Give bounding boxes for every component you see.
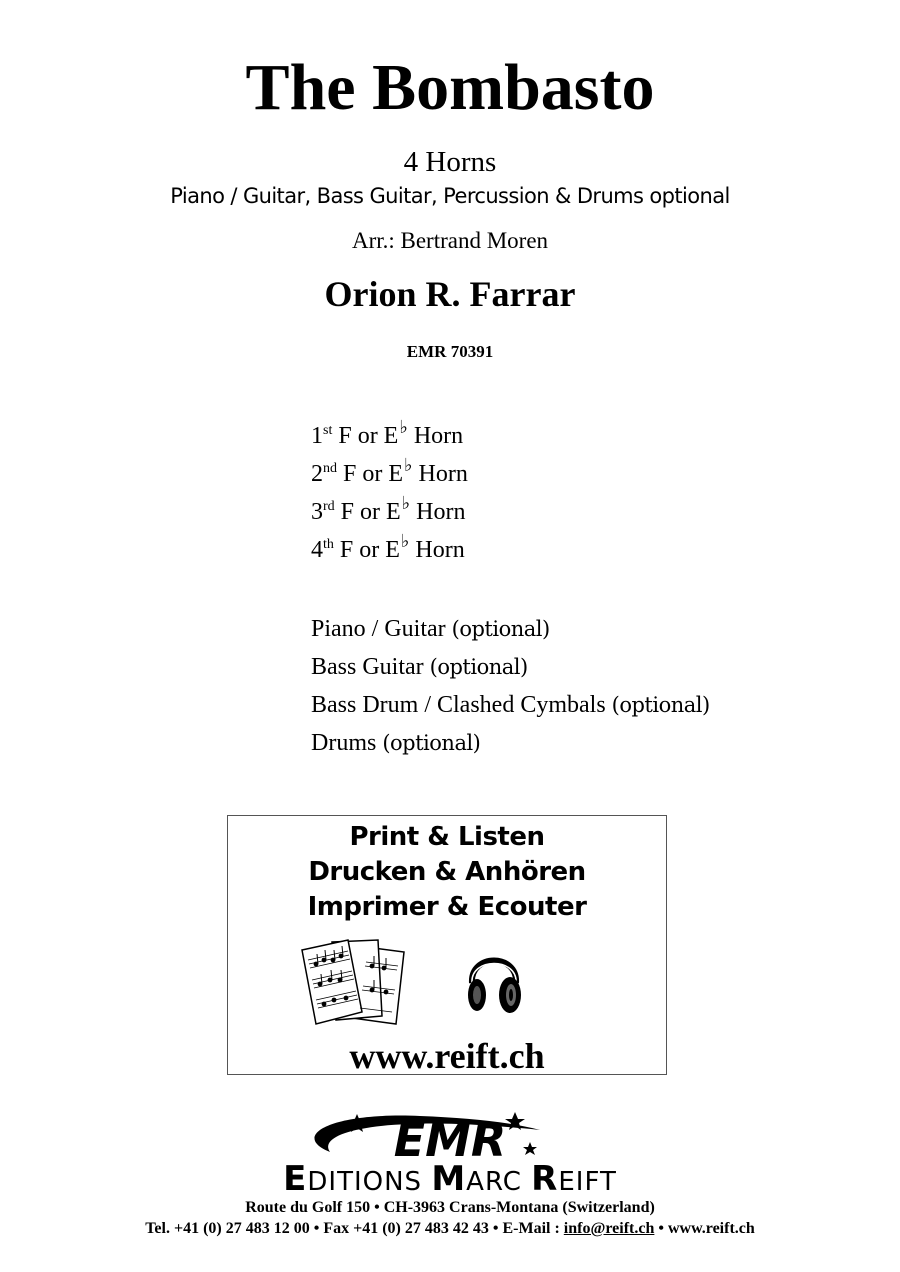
optional-part-item	[311, 650, 710, 688]
optional-part-name: Bass Guitar	[311, 654, 424, 680]
optional-part-name: Drums	[311, 730, 377, 756]
composer-name: Orion R. Farrar	[324, 274, 576, 314]
horn-parts-list	[311, 419, 468, 571]
part-number: 1	[311, 423, 323, 449]
part-number: 4	[311, 537, 323, 563]
publisher-initial: M	[431, 1159, 467, 1199]
flat-sign-icon: ♭	[404, 455, 413, 475]
headphones-icon	[464, 939, 524, 1019]
publisher-address: Route du Golf 150 • CH-3963 Crans-Montana (Switzerland)	[245, 1199, 655, 1216]
promo-line-french: Imprimer & Ecouter	[307, 892, 587, 922]
publisher-word: DITIONS	[307, 1167, 432, 1197]
publisher-word: ARC	[466, 1167, 532, 1197]
optional-parts-list	[311, 612, 710, 764]
score-subtitle: 4 Horns	[403, 146, 497, 178]
contact-phone-fax: Tel. +41 (0) 27 483 12 00 • Fax +41 (0) 27 483 42 43 • E-Mail :	[145, 1220, 564, 1237]
promo-line-english: Print & Listen	[349, 822, 545, 852]
part-key: F or E	[338, 423, 399, 449]
optional-part-item	[311, 688, 710, 726]
contact-website: • www.reift.ch	[654, 1220, 755, 1237]
promo-line-german: Drucken & Anhören	[308, 857, 586, 887]
part-key: F or E	[340, 499, 401, 525]
optional-part-item	[311, 612, 710, 650]
part-ordinal: st	[323, 423, 333, 438]
flat-sign-icon: ♭	[399, 417, 408, 437]
part-ordinal: rd	[323, 499, 335, 514]
part-key: F or E	[339, 537, 400, 563]
part-key: F or E	[343, 461, 403, 487]
instrumentation-line: Piano / Guitar, Bass Guitar, Percussion & Drums optional	[170, 184, 730, 208]
optional-part-item	[311, 726, 710, 764]
part-item	[311, 419, 468, 457]
publisher-name	[0, 1159, 900, 1199]
score-title: The Bombasto	[245, 51, 655, 124]
emr-logo-text: EMR	[393, 1113, 507, 1167]
optional-tag: (optional)	[451, 617, 550, 641]
part-item	[311, 533, 468, 571]
print-listen-box	[227, 815, 667, 1075]
flat-sign-icon: ♭	[401, 493, 411, 513]
optional-part-name: Piano / Guitar	[311, 616, 446, 642]
part-item	[311, 457, 468, 495]
publisher-word: EIFT	[558, 1167, 617, 1197]
publisher-initial: R	[531, 1159, 559, 1199]
part-ordinal: nd	[323, 461, 337, 476]
part-instrument: Horn	[418, 461, 468, 487]
part-number: 3	[311, 499, 323, 525]
part-instrument: Horn	[416, 499, 466, 525]
part-number: 2	[311, 461, 323, 487]
email-link[interactable]: info@reift.ch	[563, 1220, 655, 1237]
part-instrument: Horn	[413, 423, 464, 449]
arranger-credit: Arr.: Bertrand Moren	[351, 228, 549, 253]
optional-part-name: Bass Drum / Clashed Cymbals	[311, 692, 606, 718]
catalog-number: EMR 70391	[406, 342, 494, 361]
flat-sign-icon: ♭	[400, 531, 410, 551]
sheet-music-icon	[300, 936, 412, 1026]
publisher-initial: E	[283, 1159, 308, 1199]
promo-website[interactable]: www.reift.ch	[349, 1036, 545, 1076]
optional-tag: (optional)	[429, 655, 528, 679]
publisher-contact	[0, 1218, 900, 1240]
part-ordinal: th	[323, 537, 334, 552]
optional-tag: (optional)	[611, 693, 710, 717]
optional-tag: (optional)	[382, 731, 481, 755]
part-instrument: Horn	[415, 537, 465, 563]
part-item	[311, 495, 468, 533]
